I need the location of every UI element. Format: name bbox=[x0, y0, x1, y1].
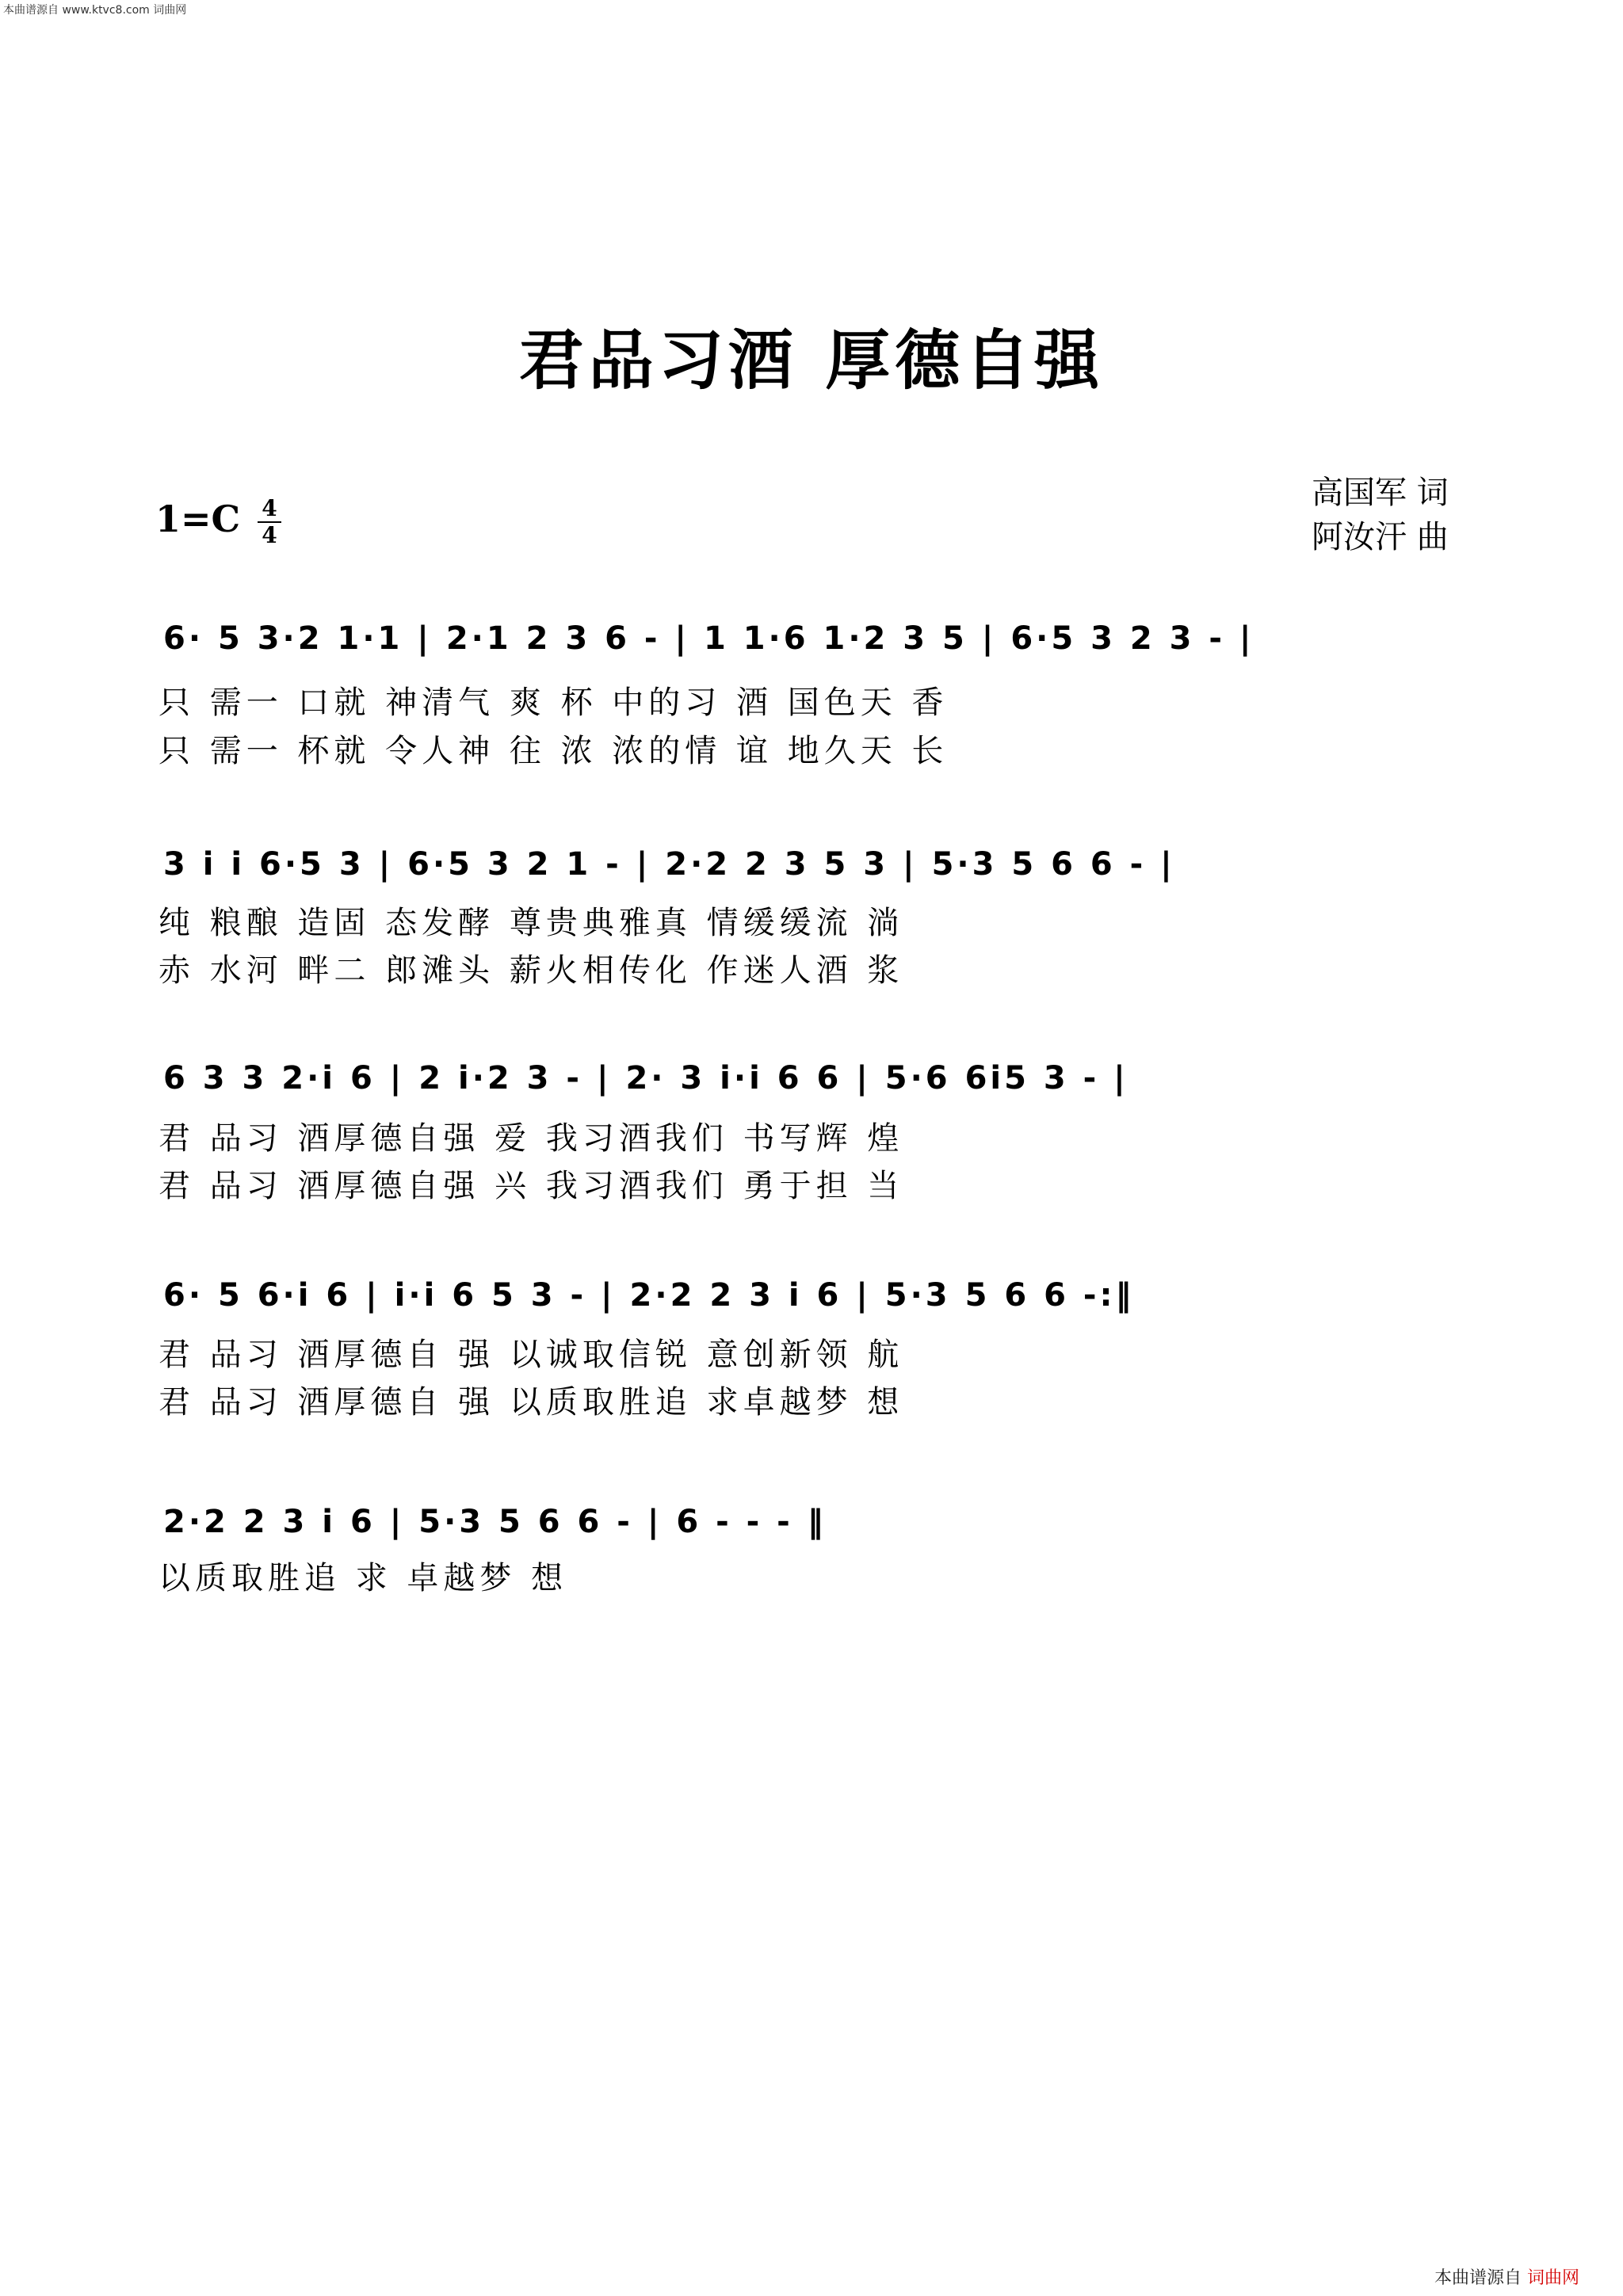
lyrics-line-2-verse-1: 纯 粮酿 造固 态发酵 尊贵典雅真 情缓缓流 淌 bbox=[158, 905, 904, 941]
footer-text: 本曲谱源自 bbox=[1434, 2268, 1522, 2288]
lyrics-line-3-verse-2: 君 品习 酒厚德自强 兴 我习酒我们 勇于担 当 bbox=[158, 1168, 904, 1204]
time-signature bbox=[258, 495, 281, 548]
lyricist-credit: 高国军 词 bbox=[1312, 475, 1449, 511]
lyrics-line-1-verse-2: 只 需一 杯就 令人神 往 浓 浓的情 谊 地久天 长 bbox=[158, 733, 949, 769]
key-signature: 1=C bbox=[155, 498, 241, 540]
composer-credit: 阿汝汗 曲 bbox=[1312, 519, 1449, 555]
lyrics-line-4-verse-1: 君 品习 酒厚德自 强 以诚取信锐 意创新领 航 bbox=[158, 1337, 904, 1373]
lyrics-line-5-verse-1: 以质取胜追 求 卓越梦 想 bbox=[158, 1560, 568, 1596]
lyrics-line-2-verse-2: 赤 水河 畔二 郎滩头 薪火相传化 作迷人酒 浆 bbox=[158, 952, 904, 989]
footer-brand: 词曲网 bbox=[1527, 2268, 1580, 2288]
lyrics-line-3-verse-1: 君 品习 酒厚德自强 爱 我习酒我们 书写辉 煌 bbox=[158, 1120, 904, 1157]
source-line: 本曲谱源自 www.ktvc8.com 词曲网 bbox=[3, 4, 187, 17]
notation-line-4: 6· 5 6·i 6 | i·i 6 5 3 - | 2·2 2 3 i 6 | 5·3 5 6 6 -:‖ bbox=[163, 1277, 1135, 1314]
footer-source bbox=[1434, 2264, 1579, 2289]
time-signature-bottom: 4 bbox=[262, 522, 277, 548]
notation-line-2: 3 i i 6·5 3 | 6·5 3 2 1 - | 2·2 2 3 5 3 | 5·3 5 6 6 - | bbox=[163, 846, 1175, 883]
notation-line-5: 2·2 2 3 i 6 | 5·3 5 6 6 - | 6 - - - ‖ bbox=[163, 1504, 827, 1540]
notation-line-3: 6 3 3 2·i 6 | 2 i·2 3 - | 2· 3 i·i 6 6 | 5·6 6i5 3 - | bbox=[163, 1060, 1128, 1097]
time-signature-top: 4 bbox=[262, 495, 277, 521]
lyrics-line-4-verse-2: 君 品习 酒厚德自 强 以质取胜追 求卓越梦 想 bbox=[158, 1384, 904, 1421]
notation-line-1: 6· 5 3·2 1·1 | 2·1 2 3 6 - | 1 1·6 1·2 3 5 | 6·5 3 2 3 - | bbox=[163, 620, 1254, 657]
lyrics-line-1-verse-1: 只 需一 口就 神清气 爽 杯 中的习 酒 国色天 香 bbox=[158, 685, 949, 721]
page-title: 君品习酒 厚德自强 bbox=[518, 322, 1105, 399]
